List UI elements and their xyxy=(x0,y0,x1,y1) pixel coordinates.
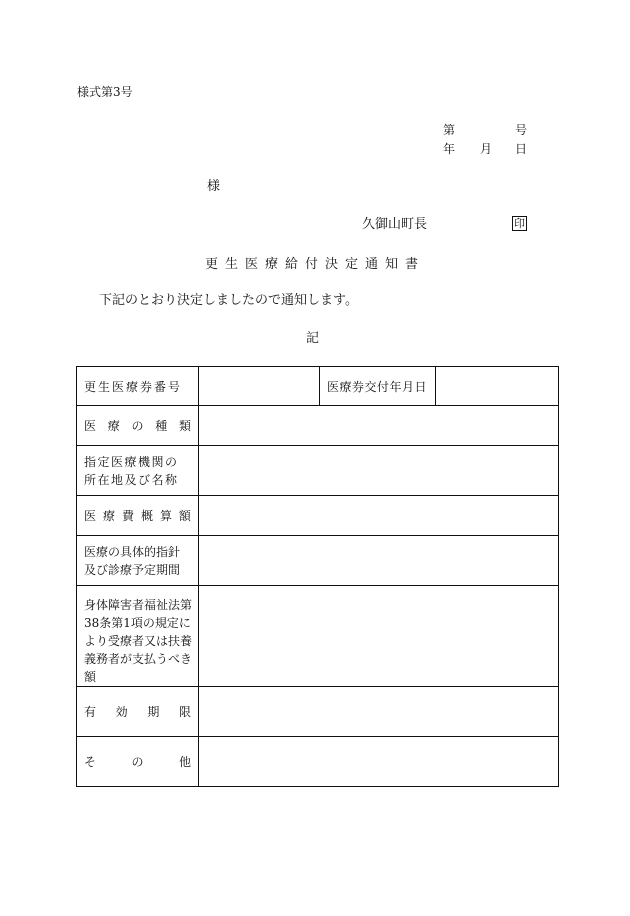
card-number-label: 更生医療券番号 xyxy=(77,367,199,406)
table-row xyxy=(77,406,559,446)
date-day-label: 日 xyxy=(515,142,528,156)
table-row xyxy=(77,737,559,787)
issuer-name: 久御山町長 xyxy=(362,217,428,232)
seal-mark: 印 xyxy=(514,217,525,230)
card-issue-date-label: 医療券交付年月日 xyxy=(320,367,436,406)
medical-type-label: 医 療 の 種 類 xyxy=(77,406,199,446)
table-row xyxy=(77,496,559,536)
policy-value[interactable] xyxy=(199,536,559,586)
payment-label: 身体障害者福祉法第 38条第1項の規定に より受療者又は扶養 義務者が支払うべき 額 xyxy=(77,586,199,687)
intro-text: 下記のとおり決定しましたので通知します。 xyxy=(99,293,358,308)
other-label: そ の 他 xyxy=(77,737,199,787)
table-row xyxy=(77,536,559,586)
other-value[interactable] xyxy=(199,737,559,787)
table-row xyxy=(77,586,559,687)
institution-label: 指定医療機関の 所在地及び名称 xyxy=(77,446,199,496)
decision-table xyxy=(76,366,559,787)
form-number: 様式第3号 xyxy=(77,85,133,99)
table-row xyxy=(77,446,559,496)
table-row xyxy=(77,367,559,406)
validity-value[interactable] xyxy=(199,687,559,737)
payment-value[interactable] xyxy=(199,586,559,687)
record-heading: 記 xyxy=(306,331,320,346)
cost-estimate-label: 医 療 費 概 算 額 xyxy=(77,496,199,536)
validity-label: 有 効 期 限 xyxy=(77,687,199,737)
date-year-label: 年 xyxy=(443,142,456,156)
document-title: 更生医療給付決定通知書 xyxy=(204,257,425,272)
card-issue-date-value[interactable] xyxy=(436,367,559,406)
table-row xyxy=(77,687,559,737)
issue-number-prefix: 第 xyxy=(443,123,456,137)
cost-estimate-value[interactable] xyxy=(199,496,559,536)
issue-number-suffix: 号 xyxy=(515,123,528,137)
date-month-label: 月 xyxy=(480,142,493,156)
card-number-value[interactable] xyxy=(199,367,320,406)
medical-type-value[interactable] xyxy=(199,406,559,446)
policy-label: 医療の具体的指針 及び診療予定期間 xyxy=(77,536,199,586)
institution-value[interactable] xyxy=(199,446,559,496)
recipient-honorific: 様 xyxy=(207,179,221,194)
